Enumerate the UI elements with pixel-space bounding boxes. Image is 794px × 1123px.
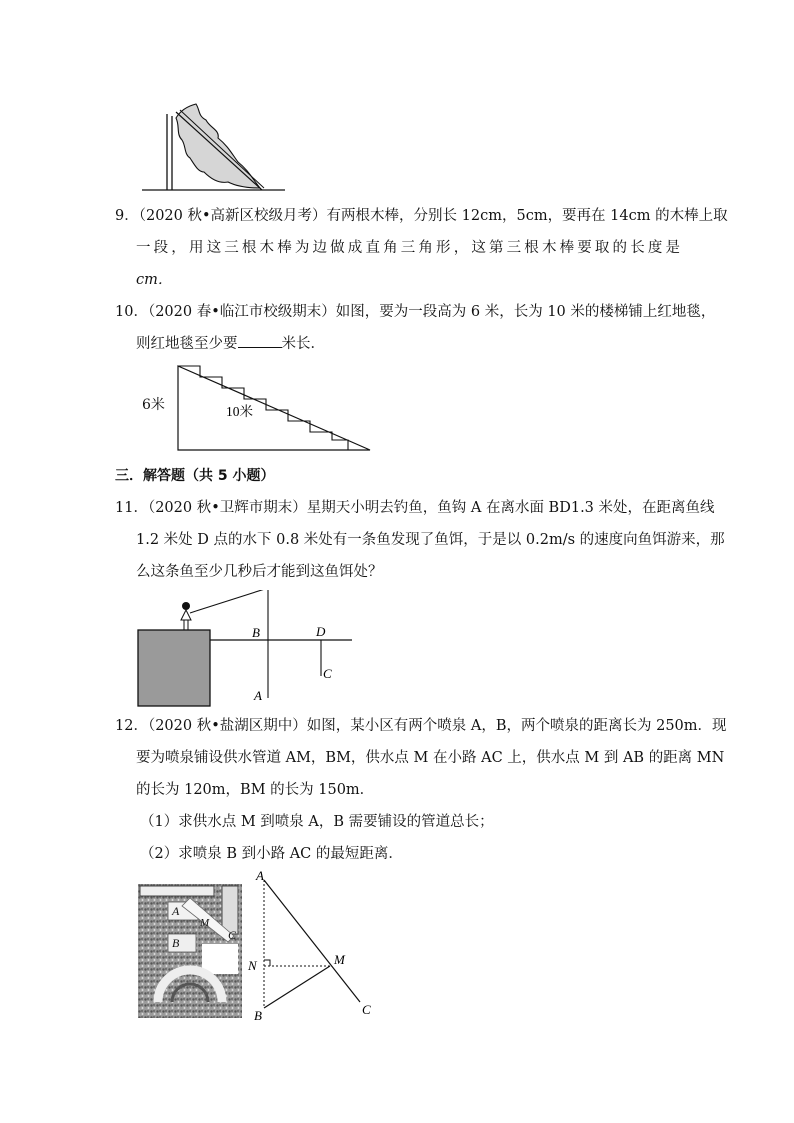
- q9-line-2: [136, 237, 680, 259]
- fish-label-c: C: [323, 666, 332, 681]
- stair-triangle: [178, 366, 370, 450]
- q12-sub-1: （1）求供水点 M 到喷泉 A，B 需要铺设的管道总长；: [140, 814, 494, 830]
- fish-label-d: D: [316, 624, 326, 639]
- geo-label-b: B: [254, 1008, 262, 1022]
- photo-building-top: [140, 886, 214, 896]
- segment-ac: [264, 880, 360, 1002]
- tree-crown: [176, 104, 260, 188]
- q10-line-2-before: 则红地毯至少要: [136, 336, 238, 352]
- stair-height-label: 6米: [142, 397, 165, 413]
- fish-label-a: A: [254, 688, 262, 703]
- photo-label-c: C: [228, 928, 237, 942]
- segment-bm: [264, 966, 330, 1008]
- q11-line-1: 11．（2020 秋•卫辉市期末）星期天小明去钓鱼，鱼钩 A 在离水面 BD1.3 米处，在距离鱼线: [115, 500, 715, 516]
- fish-label-b: B: [252, 625, 260, 640]
- q9-line-1: 9．（2020 秋•高新区校级月考）有两根木棒，分别长 12cm，5cm，要再在 14cm 的木棒上取: [115, 208, 728, 224]
- q9-line-2-text: 一段，用这三根木棒为边做成直角三角形，这第三根木棒要取的长度是: [136, 240, 680, 256]
- staircase-figure: [176, 364, 374, 454]
- photo-label-m: M: [200, 917, 210, 929]
- fishing-figure: [134, 590, 356, 712]
- pipeline-geometry-figure: [240, 866, 380, 1022]
- q9-unit: cm．: [136, 272, 173, 288]
- q11-line-3: 么这条鱼至少几秒后才能到这鱼饵处？: [136, 564, 383, 580]
- q11-line-2: 1.2 米处 D 点的水下 0.8 米处有一条鱼发现了鱼饵，于是以 0.2m/s 的速度向鱼饵游来，那: [136, 532, 725, 548]
- q12-sub-2: （2）求喷泉 B 到小路 AC 的最短距离．: [140, 846, 403, 862]
- q10-line-2-after: 米长．: [281, 336, 325, 352]
- q12-line-2: 要为喷泉铺设供水管道 AM，BM，供水点 M 在小路 AC 上，供水点 M 到 AB 的距离 MN: [136, 750, 725, 766]
- q9-line-3: [136, 269, 680, 291]
- person-icon: [181, 602, 196, 630]
- photo-building-right: [222, 886, 238, 934]
- stair-length-label: 10米: [226, 404, 253, 419]
- photo-white-gap: [202, 944, 238, 974]
- right-angle-mark: [264, 960, 270, 966]
- stair-steps: [178, 366, 348, 450]
- bank-block: [138, 630, 210, 706]
- geo-label-m: M: [334, 952, 345, 967]
- section-3-title: 三．解答题（共 5 小题）: [115, 468, 275, 484]
- geo-label-c: C: [362, 1002, 371, 1017]
- q10-answer-blank[interactable]: [238, 335, 282, 348]
- q12-line-3: 的长为 120m，BM 的长为 150m．: [136, 782, 375, 798]
- q10-line-2: [136, 333, 680, 355]
- photo-label-b: B: [172, 936, 180, 950]
- broken-tree-figure: [140, 102, 290, 194]
- geo-label-n: N: [248, 958, 257, 973]
- q10-line-1: 10．（2020 春•临江市校级期末）如图，要为一段高为 6 米，长为 10 米的楼梯铺上红地毯，: [115, 304, 716, 320]
- community-aerial-photo: [138, 884, 242, 1018]
- geo-label-a: A: [256, 868, 264, 883]
- photo-label-a: A: [172, 904, 180, 918]
- q12-line-1: 12．（2020 秋•盐湖区期中）如图，某小区有两个喷泉 A，B，两个喷泉的距离长为 250m．现: [115, 718, 727, 734]
- fishing-rod: [196, 590, 268, 611]
